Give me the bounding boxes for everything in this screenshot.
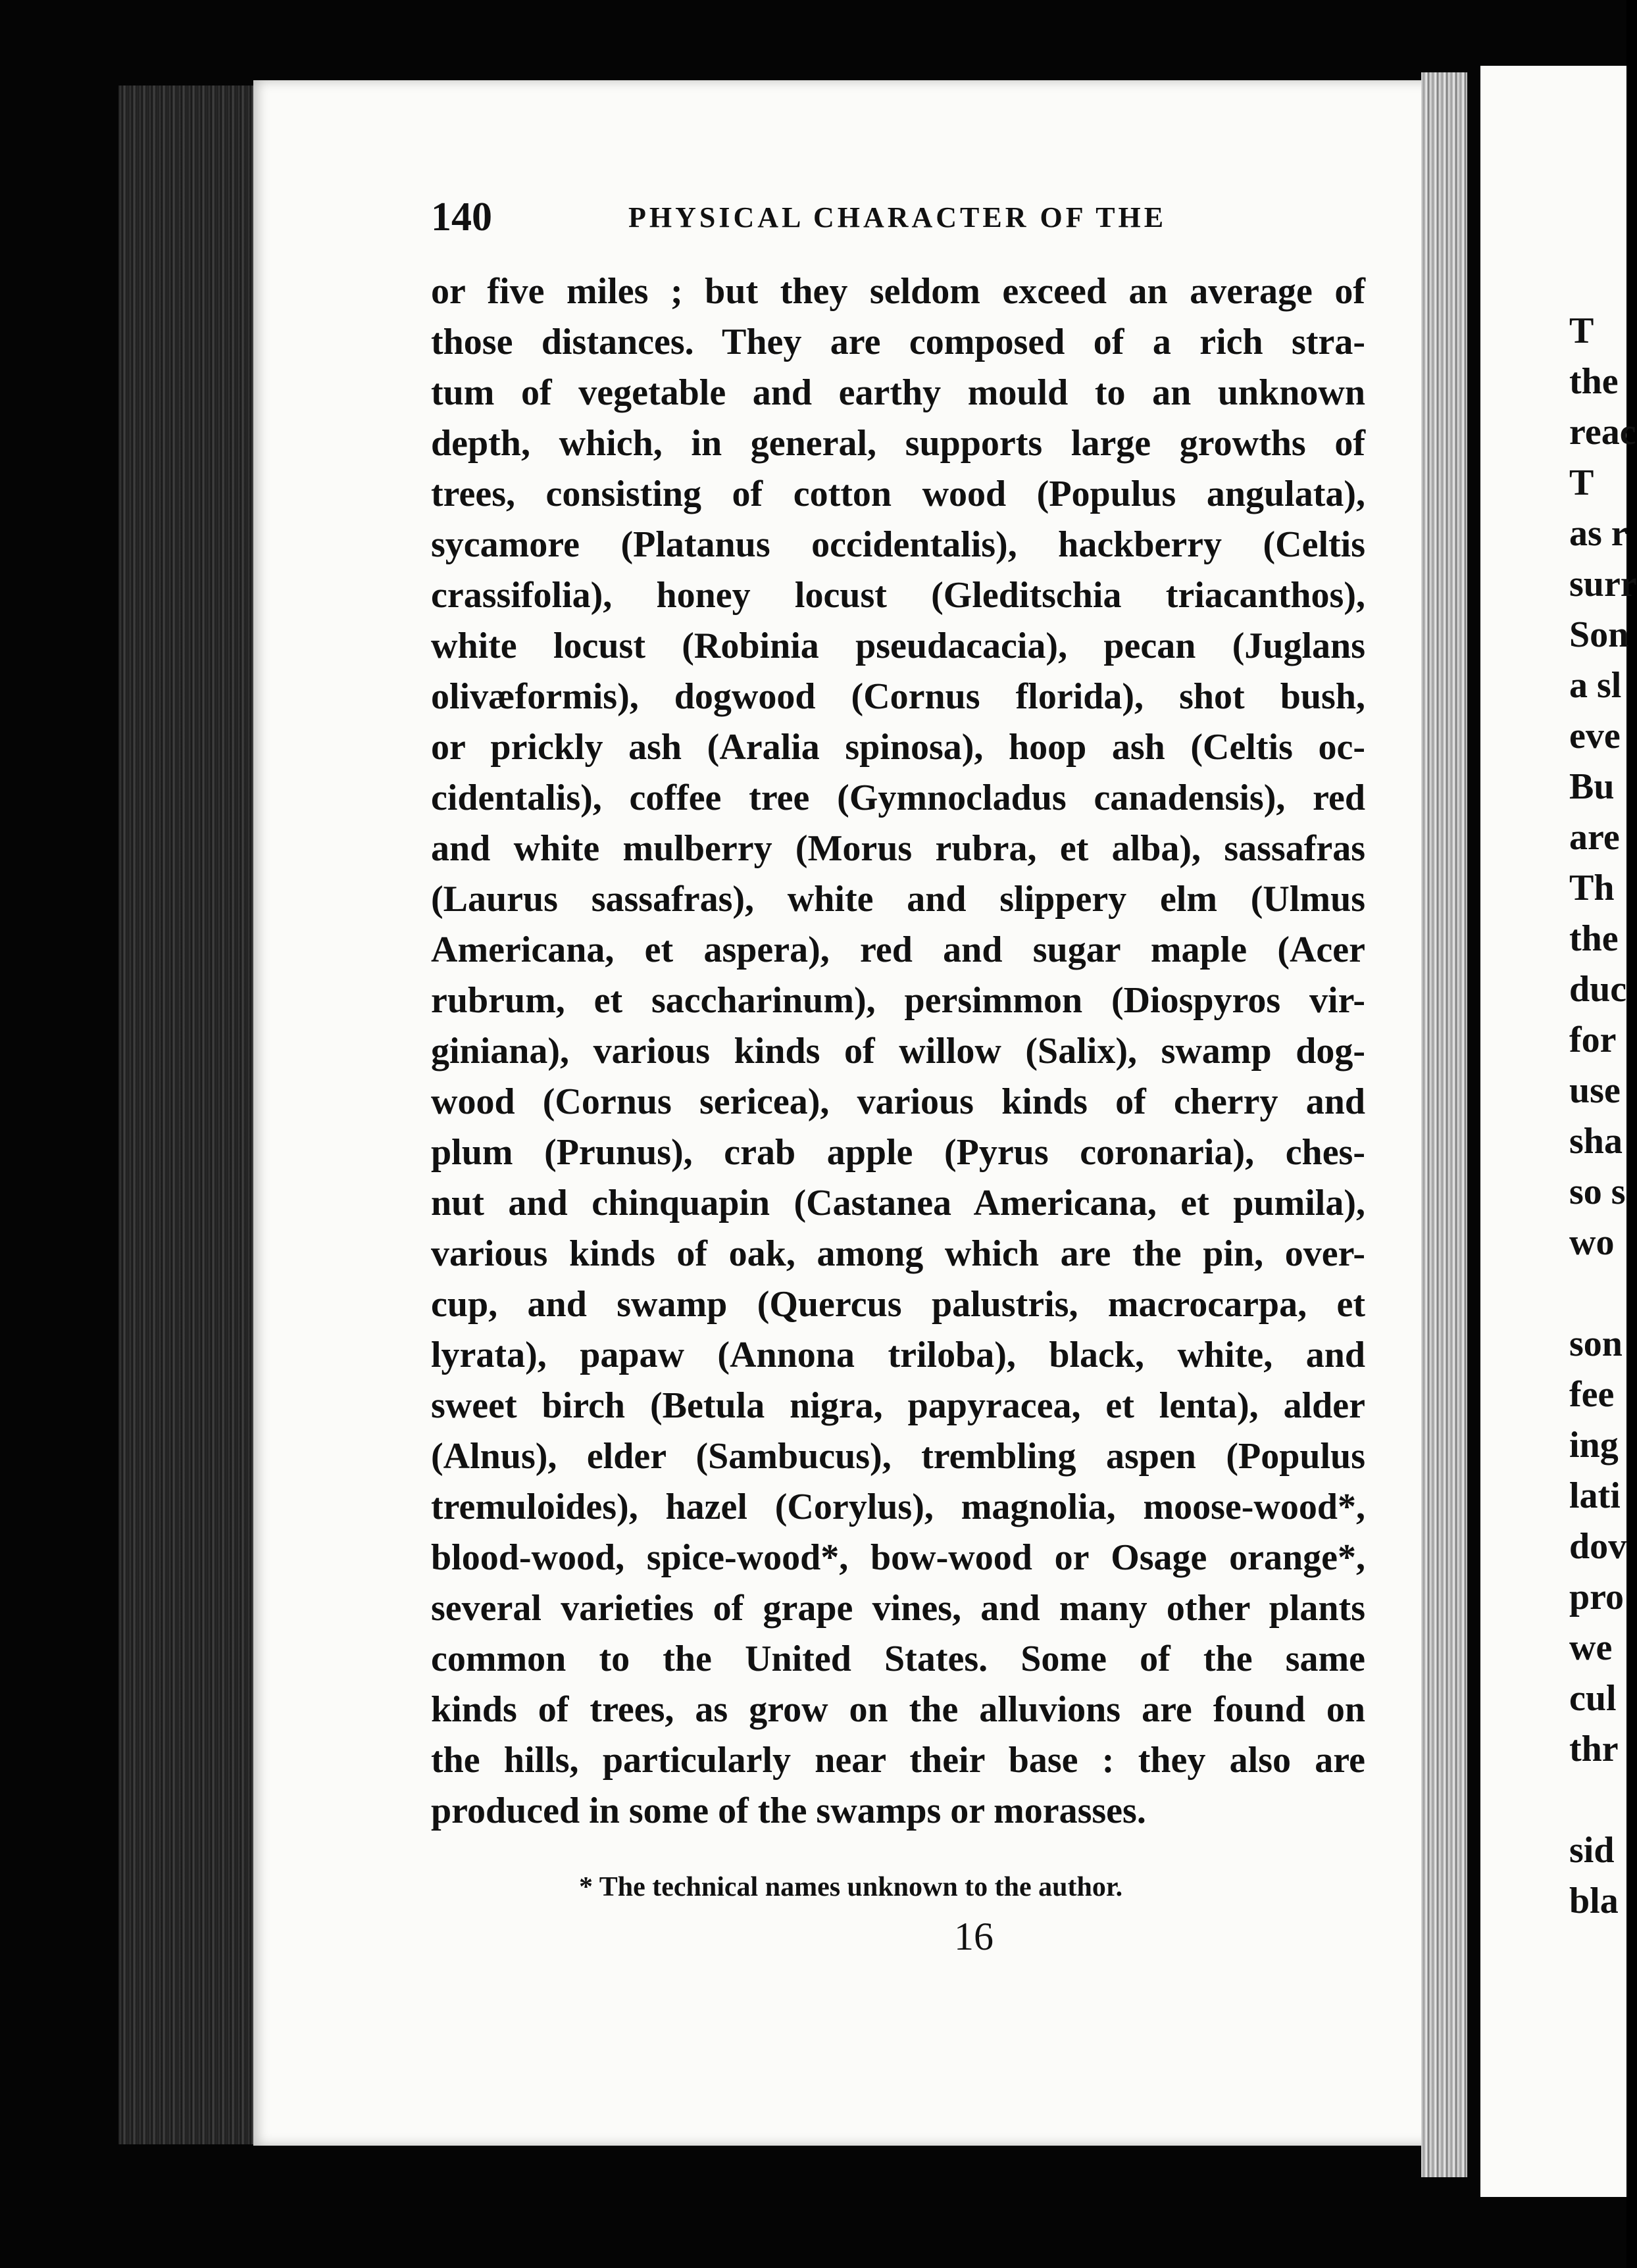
facing-page-line: the — [1569, 918, 1619, 959]
facing-page-line: pro — [1569, 1577, 1624, 1617]
text-line: giniana), various kinds of willow (Salix), swamp dog- — [431, 1031, 1365, 1072]
facing-page-line: lati — [1569, 1475, 1621, 1516]
text-line: white locust (Robinia pseudacacia), pecan (Juglans — [431, 626, 1365, 666]
facing-page-line: sid — [1569, 1830, 1615, 1871]
page-fore-edge — [1421, 72, 1467, 2177]
text-line: (Laurus sassafras), white and slippery elm (Ulmus — [431, 879, 1365, 920]
facing-page-line: surr — [1569, 564, 1637, 604]
facing-page-line: so s — [1569, 1171, 1626, 1212]
facing-page-line: Son — [1569, 614, 1629, 655]
text-line: wood (Cornus sericea), various kinds of cherry and — [431, 1081, 1365, 1122]
facing-page-line: T — [1569, 462, 1594, 503]
text-line: cidentalis), coffee tree (Gymnocladus canadensis), red — [431, 777, 1365, 818]
facing-page-line: we — [1569, 1627, 1613, 1668]
facing-page-line: eve — [1569, 716, 1621, 756]
facing-page-line: thr — [1569, 1729, 1619, 1769]
text-line: blood-wood, spice-wood*, bow-wood or Osage orange*, — [431, 1537, 1365, 1578]
facing-page-line — [1569, 1775, 1637, 1825]
facing-page-line: the — [1569, 361, 1619, 402]
facing-page-line: son — [1569, 1323, 1623, 1364]
text-line: and white mulberry (Morus rubra, et alba), sassafras — [431, 828, 1365, 869]
text-line: trees, consisting of cotton wood (Populus angulata), — [431, 474, 1365, 514]
facing-page-line: duc — [1569, 969, 1627, 1010]
facing-page-line: T — [1569, 310, 1594, 351]
text-line: the hills, particularly near their base : they also are — [431, 1740, 1365, 1781]
text-line: (Alnus), elder (Sambucus), trembling aspen (Populus — [431, 1436, 1365, 1477]
page-gap — [1467, 53, 1482, 2223]
facing-page-line: Bu — [1569, 766, 1615, 807]
text-line: produced in some of the swamps or morasses. — [431, 1790, 1146, 1831]
text-line: kinds of trees, as grow on the alluvions are found on — [431, 1689, 1365, 1730]
text-line: common to the United States. Some of the same — [431, 1639, 1365, 1679]
running-head — [431, 194, 1365, 247]
facing-page-line: reac — [1569, 412, 1636, 453]
page-number: 140 — [431, 195, 492, 239]
text-line: plum (Prunus), crab apple (Pyrus coronaria), ches- — [431, 1132, 1365, 1173]
text-line: several varieties of grape vines, and many other plants — [431, 1588, 1365, 1629]
text-line: crassifolia), honey locust (Gleditschia triacanthos), — [431, 575, 1365, 616]
text-line: those distances. They are composed of a rich stra- — [431, 322, 1365, 362]
signature-mark: 16 — [954, 1915, 994, 1958]
running-title: PHYSICAL CHARACTER OF THE — [628, 201, 1167, 234]
text-line: nut and chinquapin (Castanea Americana, et pumila), — [431, 1183, 1365, 1223]
text-line: lyrata), papaw (Annona triloba), black, white, and — [431, 1335, 1365, 1375]
text-line: tum of vegetable and earthy mould to an unknown — [431, 372, 1365, 413]
facing-page-line: wo — [1569, 1222, 1615, 1263]
facing-page-line: Th — [1569, 868, 1615, 908]
facing-page-line: use — [1569, 1070, 1621, 1111]
text-line: cup, and swamp (Quercus palustris, macrocarpa, et — [431, 1284, 1365, 1325]
body-text — [431, 266, 1365, 1837]
facing-page-line: ing — [1569, 1425, 1619, 1466]
facing-page-line: cul — [1569, 1678, 1617, 1719]
text-line: depth, which, in general, supports large growths of — [431, 423, 1365, 464]
footnote: * The technical names unknown to the author. — [579, 1872, 1123, 1902]
text-line: sycamore (Platanus occidentalis), hackberry (Celtis — [431, 524, 1365, 565]
text-line: or five miles ; but they seldom exceed an average of — [431, 271, 1365, 312]
facing-page-line: fee — [1569, 1374, 1615, 1415]
facing-page-line: for — [1569, 1020, 1617, 1060]
facing-page-line: as r — [1569, 513, 1628, 554]
text-line: tremuloides), hazel (Corylus), magnolia, moose-wood*, — [431, 1487, 1365, 1527]
facing-page-line: sha — [1569, 1121, 1623, 1162]
text-line: or prickly ash (Aralia spinosa), hoop ash (Celtis oc- — [431, 727, 1365, 768]
facing-page-line: dov — [1569, 1526, 1627, 1567]
facing-page-text — [1569, 306, 1637, 1927]
facing-page-line — [1569, 1268, 1637, 1319]
text-line: rubrum, et saccharinum), persimmon (Diospyros vir- — [431, 980, 1365, 1021]
facing-page-line: are — [1569, 817, 1620, 858]
text-line: olivæformis), dogwood (Cornus florida), shot bush, — [431, 676, 1365, 717]
text-line: Americana, et aspera), red and sugar maple (Acer — [431, 929, 1365, 970]
facing-page-line: a sl — [1569, 665, 1622, 706]
text-line: various kinds of oak, among which are the pin, over- — [431, 1233, 1365, 1274]
book-spine-edge — [118, 86, 257, 2144]
facing-page-line: bla — [1569, 1881, 1619, 1921]
text-line: sweet birch (Betula nigra, papyracea, et lenta), alder — [431, 1385, 1365, 1426]
